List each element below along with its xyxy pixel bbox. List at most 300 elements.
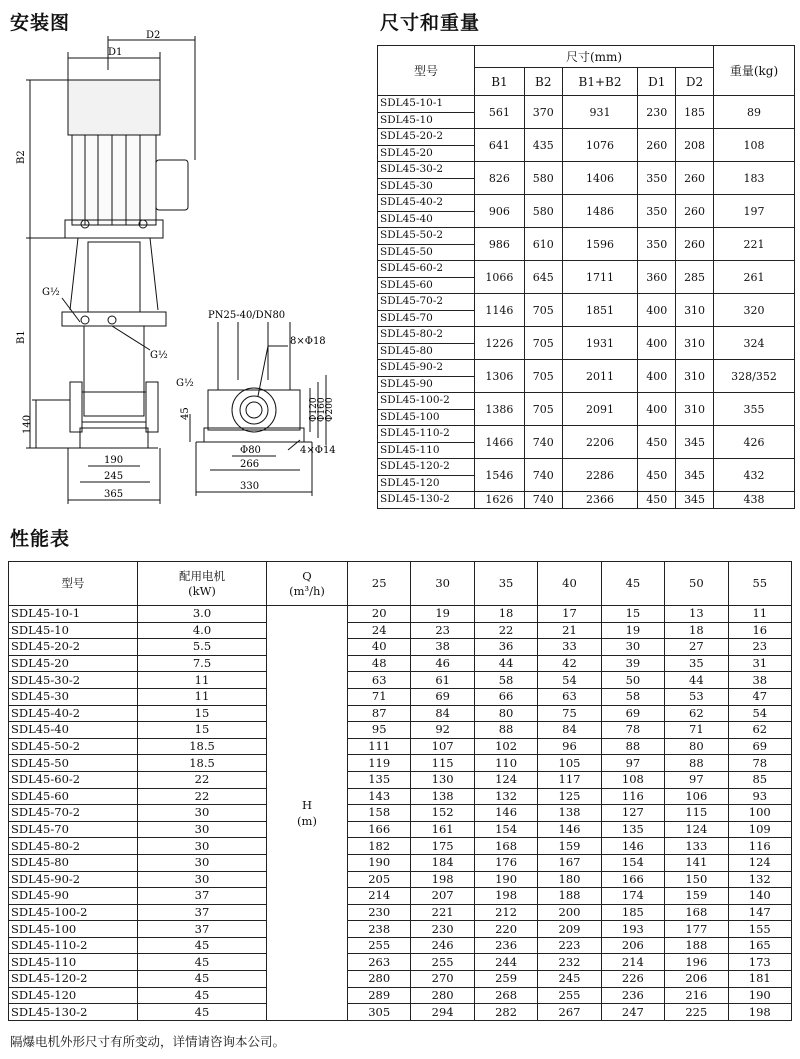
perf-head-value: 31 xyxy=(728,655,791,672)
perf-row xyxy=(9,937,792,954)
perf-head-value: 289 xyxy=(348,987,411,1004)
installation-drawing xyxy=(0,30,370,520)
dim-model-cell: SDL45-110-2 xyxy=(378,426,475,443)
dim-model-cell: SDL45-60-2 xyxy=(378,261,475,278)
dim-value-cell: 580 xyxy=(524,162,562,195)
install-title: 安装图 xyxy=(10,12,71,34)
dim-value-cell: 1711 xyxy=(562,261,638,294)
perf-head-value: 205 xyxy=(348,871,411,888)
perf-head-value: 155 xyxy=(728,921,791,938)
dim-value-cell: 285 xyxy=(676,261,714,294)
perf-head-value: 196 xyxy=(665,954,728,971)
perf-model-cell: SDL45-100-2 xyxy=(9,904,138,921)
phi120-label: Φ120 xyxy=(309,397,319,422)
perf-head-value: 71 xyxy=(665,722,728,739)
perf-model-cell: SDL45-90 xyxy=(9,888,138,905)
perf-model-cell: SDL45-50-2 xyxy=(9,738,138,755)
perf-head-value: 236 xyxy=(474,937,537,954)
dim-row xyxy=(378,459,795,476)
perf-head-value: 138 xyxy=(538,805,601,822)
dim-model-cell: SDL45-120 xyxy=(378,475,475,492)
perf-head-value: 190 xyxy=(728,987,791,1004)
perf-head-value: 166 xyxy=(601,871,664,888)
dim-col-0: B1 xyxy=(475,68,525,96)
dim-value-cell: 450 xyxy=(638,426,676,459)
dimensions-title: 尺寸和重量 xyxy=(380,12,481,34)
perf-model-cell: SDL45-10-1 xyxy=(9,606,138,623)
dim-model-cell: SDL45-80-2 xyxy=(378,327,475,344)
perf-head-value: 135 xyxy=(601,821,664,838)
g-top-label: G½ xyxy=(42,287,60,298)
perf-head-value: 100 xyxy=(728,805,791,822)
perf-head-value: 92 xyxy=(411,722,474,739)
perf-head-value: 105 xyxy=(538,755,601,772)
dim-value-cell: 1596 xyxy=(562,228,638,261)
perf-head-value: 255 xyxy=(538,987,601,1004)
perf-head-value: 27 xyxy=(665,639,728,656)
perf-head-value: 214 xyxy=(601,954,664,971)
perf-head-value: 85 xyxy=(728,771,791,788)
perf-head-value: 127 xyxy=(601,805,664,822)
perf-model-cell: SDL45-40 xyxy=(9,722,138,739)
perf-head-value: 154 xyxy=(601,854,664,871)
perf-head-value: 93 xyxy=(728,788,791,805)
perf-head-value: 54 xyxy=(538,672,601,689)
perf-head-value: 18 xyxy=(474,606,537,623)
perf-head-value: 198 xyxy=(728,1004,791,1021)
perf-kw-cell: 45 xyxy=(138,937,267,954)
perf-head-value: 63 xyxy=(348,672,411,689)
perf-head-value: 198 xyxy=(474,888,537,905)
perf-head-value: 15 xyxy=(601,606,664,623)
perf-row xyxy=(9,722,792,739)
dim-value-cell: 310 xyxy=(676,294,714,327)
perf-row xyxy=(9,639,792,656)
perf-row xyxy=(9,606,792,623)
perf-head-value: 36 xyxy=(474,639,537,656)
perf-head-value: 230 xyxy=(348,904,411,921)
perf-head-value: 30 xyxy=(601,639,664,656)
perf-head-value: 206 xyxy=(601,937,664,954)
perf-header-motor-label: 配用电机 xyxy=(179,568,225,583)
perf-head-value: 95 xyxy=(348,722,411,739)
perf-head-value: 24 xyxy=(348,622,411,639)
dim-model-cell: SDL45-20 xyxy=(378,145,475,162)
perf-model-cell: SDL45-20 xyxy=(9,655,138,672)
perf-head-value: 115 xyxy=(665,805,728,822)
dim-header-weight: 重量(kg) xyxy=(714,46,795,96)
perf-head-value: 268 xyxy=(474,987,537,1004)
perf-h-unit-cell xyxy=(267,606,348,1021)
dim-value-cell: 324 xyxy=(714,327,795,360)
perf-head-value: 209 xyxy=(538,921,601,938)
perf-head-value: 117 xyxy=(538,771,601,788)
dim-value-cell: 370 xyxy=(524,96,562,129)
perf-flow-1: 30 xyxy=(411,562,474,606)
perf-head-value: 46 xyxy=(411,655,474,672)
perf-head-value: 97 xyxy=(665,771,728,788)
dim-value-cell: 450 xyxy=(638,459,676,492)
dim-value-cell: 320 xyxy=(714,294,795,327)
perf-row xyxy=(9,771,792,788)
perf-head-value: 111 xyxy=(348,738,411,755)
perf-head-value: 102 xyxy=(474,738,537,755)
phi200-label: Φ200 xyxy=(325,397,335,422)
dim-header-model: 型号 xyxy=(378,46,475,96)
perf-head-value: 44 xyxy=(474,655,537,672)
perf-kw-cell: 30 xyxy=(138,805,267,822)
perf-head-value: 66 xyxy=(474,688,537,705)
perf-head-value: 161 xyxy=(411,821,474,838)
perf-head-value: 225 xyxy=(665,1004,728,1021)
perf-flow-6: 55 xyxy=(728,562,791,606)
perf-header-q-label: Q xyxy=(302,568,312,583)
perf-head-value: 61 xyxy=(411,672,474,689)
dim-model-cell: SDL45-100 xyxy=(378,409,475,426)
dim-value-cell: 1226 xyxy=(475,327,525,360)
dim-value-cell: 1546 xyxy=(475,459,525,492)
perf-head-value: 190 xyxy=(348,854,411,871)
dim-model-cell: SDL45-90-2 xyxy=(378,360,475,377)
perf-head-value: 18 xyxy=(665,622,728,639)
perf-head-value: 270 xyxy=(411,971,474,988)
dim-value-cell: 2366 xyxy=(562,492,638,509)
perf-head-value: 216 xyxy=(665,987,728,1004)
perf-head-value: 58 xyxy=(601,688,664,705)
perf-head-value: 214 xyxy=(348,888,411,905)
perf-model-cell: SDL45-10 xyxy=(9,622,138,639)
perf-head-value: 108 xyxy=(601,771,664,788)
perf-head-value: 165 xyxy=(728,937,791,954)
perf-model-cell: SDL45-60-2 xyxy=(9,771,138,788)
d1-label: D1 xyxy=(108,47,123,58)
dim-value-cell: 345 xyxy=(676,459,714,492)
dim-value-cell: 2091 xyxy=(562,393,638,426)
dim-value-cell: 1486 xyxy=(562,195,638,228)
dim-value-cell: 705 xyxy=(524,294,562,327)
dim-value-cell: 986 xyxy=(475,228,525,261)
dim-value-cell: 400 xyxy=(638,393,676,426)
perf-head-value: 106 xyxy=(665,788,728,805)
dim-value-cell: 740 xyxy=(524,492,562,509)
footnote: 隔爆电机外形尺寸有所变动，详情请咨询本公司。 xyxy=(10,1034,286,1049)
perf-row xyxy=(9,921,792,938)
perf-head-value: 107 xyxy=(411,738,474,755)
perf-head-value: 115 xyxy=(411,755,474,772)
perf-head-value: 267 xyxy=(538,1004,601,1021)
dim-model-cell: SDL45-120-2 xyxy=(378,459,475,476)
perf-head-value: 124 xyxy=(728,854,791,871)
perf-model-cell: SDL45-110 xyxy=(9,954,138,971)
perf-head-value: 245 xyxy=(538,971,601,988)
dim-value-cell: 1386 xyxy=(475,393,525,426)
dim-value-cell: 108 xyxy=(714,129,795,162)
perf-head-value: 116 xyxy=(601,788,664,805)
dim-value-cell: 561 xyxy=(475,96,525,129)
dim-model-cell: SDL45-30-2 xyxy=(378,162,475,179)
perf-head-value: 63 xyxy=(538,688,601,705)
w245-label: 245 xyxy=(104,471,124,482)
perf-kw-cell: 37 xyxy=(138,888,267,905)
dim-model-cell: SDL45-20-2 xyxy=(378,129,475,146)
perf-kw-cell: 45 xyxy=(138,954,267,971)
perf-head-value: 263 xyxy=(348,954,411,971)
perf-kw-cell: 30 xyxy=(138,871,267,888)
dim-col-1: B2 xyxy=(524,68,562,96)
perf-head-value: 147 xyxy=(728,904,791,921)
perf-model-cell: SDL45-30-2 xyxy=(9,672,138,689)
dim-value-cell: 2206 xyxy=(562,426,638,459)
perf-head-value: 167 xyxy=(538,854,601,871)
perf-head-value: 141 xyxy=(665,854,728,871)
perf-head-value: 69 xyxy=(601,705,664,722)
perf-head-value: 53 xyxy=(665,688,728,705)
perf-model-cell: SDL45-120 xyxy=(9,987,138,1004)
perf-row xyxy=(9,655,792,672)
perf-head-value: 259 xyxy=(474,971,537,988)
perf-row xyxy=(9,805,792,822)
perf-head-value: 185 xyxy=(601,904,664,921)
perf-head-value: 88 xyxy=(474,722,537,739)
perf-head-value: 236 xyxy=(601,987,664,1004)
perf-head-value: 39 xyxy=(601,655,664,672)
w365-label: 365 xyxy=(104,489,124,500)
perf-head-value: 20 xyxy=(348,606,411,623)
perf-head-value: 177 xyxy=(665,921,728,938)
perf-head-value: 88 xyxy=(665,755,728,772)
perf-head-value: 62 xyxy=(728,722,791,739)
perf-head-value: 159 xyxy=(538,838,601,855)
dim-value-cell: 260 xyxy=(676,195,714,228)
h45-label: 45 xyxy=(180,407,191,420)
perf-row xyxy=(9,788,792,805)
perf-header-motor-unit: (kW) xyxy=(188,583,216,598)
perf-model-cell: SDL45-40-2 xyxy=(9,705,138,722)
dim-value-cell: 610 xyxy=(524,228,562,261)
perf-head-value: 16 xyxy=(728,622,791,639)
perf-model-cell: SDL45-70-2 xyxy=(9,805,138,822)
perf-head-value: 175 xyxy=(411,838,474,855)
dim-value-cell: 400 xyxy=(638,360,676,393)
dim-value-cell: 2286 xyxy=(562,459,638,492)
perf-kw-cell: 18.5 xyxy=(138,755,267,772)
dim-value-cell: 310 xyxy=(676,327,714,360)
dim-model-cell: SDL45-100-2 xyxy=(378,393,475,410)
perf-head-value: 109 xyxy=(728,821,791,838)
perf-model-cell: SDL45-20-2 xyxy=(9,639,138,656)
dim-value-cell: 1306 xyxy=(475,360,525,393)
perf-head-value: 58 xyxy=(474,672,537,689)
dim-value-cell: 432 xyxy=(714,459,795,492)
perf-head-value: 230 xyxy=(411,921,474,938)
perf-row xyxy=(9,854,792,871)
dim-value-cell: 89 xyxy=(714,96,795,129)
perf-kw-cell: 7.5 xyxy=(138,655,267,672)
perf-head-value: 294 xyxy=(411,1004,474,1021)
perf-head-value: 119 xyxy=(348,755,411,772)
dim-value-cell: 328/352 xyxy=(714,360,795,393)
perf-row xyxy=(9,821,792,838)
dim-model-cell: SDL45-70 xyxy=(378,310,475,327)
perf-head-value: 13 xyxy=(665,606,728,623)
dim-col-3: D1 xyxy=(638,68,676,96)
perf-head-value: 212 xyxy=(474,904,537,921)
perf-head-value: 180 xyxy=(538,871,601,888)
perf-flow-0: 25 xyxy=(348,562,411,606)
perf-head-value: 220 xyxy=(474,921,537,938)
w330-label: 330 xyxy=(240,481,260,492)
perf-head-value: 255 xyxy=(411,954,474,971)
dim-model-cell: SDL45-10-1 xyxy=(378,96,475,113)
perf-kw-cell: 45 xyxy=(138,1004,267,1021)
dim-value-cell: 580 xyxy=(524,195,562,228)
dim-value-cell: 260 xyxy=(638,129,676,162)
dim-value-cell: 230 xyxy=(638,96,676,129)
perf-head-value: 184 xyxy=(411,854,474,871)
dim-value-cell: 450 xyxy=(638,492,676,509)
perf-head-value: 75 xyxy=(538,705,601,722)
performance-table xyxy=(8,561,792,1021)
perf-head-value: 182 xyxy=(348,838,411,855)
perf-flow-3: 40 xyxy=(538,562,601,606)
perf-head-value: 21 xyxy=(538,622,601,639)
dim-model-cell: SDL45-30 xyxy=(378,178,475,195)
perf-head-value: 80 xyxy=(665,738,728,755)
perf-head-value: 305 xyxy=(348,1004,411,1021)
perf-head-value: 116 xyxy=(728,838,791,855)
dim-value-cell: 1626 xyxy=(475,492,525,509)
perf-head-value: 232 xyxy=(538,954,601,971)
perf-head-value: 238 xyxy=(348,921,411,938)
perf-head-value: 133 xyxy=(665,838,728,855)
perf-header-motor xyxy=(138,562,267,606)
perf-head-value: 140 xyxy=(728,888,791,905)
dim-value-cell: 438 xyxy=(714,492,795,509)
perf-row xyxy=(9,705,792,722)
perf-header-q xyxy=(267,562,348,606)
b2-label: B2 xyxy=(16,150,27,164)
dim-value-cell: 350 xyxy=(638,162,676,195)
perf-kw-cell: 45 xyxy=(138,971,267,988)
perf-head-value: 146 xyxy=(474,805,537,822)
dim-row xyxy=(378,393,795,410)
perf-model-cell: SDL45-70 xyxy=(9,821,138,838)
dim-value-cell: 705 xyxy=(524,327,562,360)
perf-head-value: 97 xyxy=(601,755,664,772)
perf-model-cell: SDL45-120-2 xyxy=(9,971,138,988)
perf-head-value: 124 xyxy=(665,821,728,838)
perf-head-value: 138 xyxy=(411,788,474,805)
perf-head-value: 88 xyxy=(601,738,664,755)
dim-value-cell: 906 xyxy=(475,195,525,228)
dim-value-cell: 183 xyxy=(714,162,795,195)
perf-head-value: 54 xyxy=(728,705,791,722)
perf-kw-cell: 22 xyxy=(138,771,267,788)
perf-kw-cell: 5.5 xyxy=(138,639,267,656)
dim-model-cell: SDL45-70-2 xyxy=(378,294,475,311)
perf-head-value: 84 xyxy=(538,722,601,739)
perf-head-value: 159 xyxy=(665,888,728,905)
dim-model-cell: SDL45-110 xyxy=(378,442,475,459)
dim-value-cell: 400 xyxy=(638,327,676,360)
dim-row xyxy=(378,96,795,113)
dim-value-cell: 705 xyxy=(524,393,562,426)
perf-head-value: 33 xyxy=(538,639,601,656)
performance-title: 性能表 xyxy=(10,528,71,550)
dim-value-cell: 1931 xyxy=(562,327,638,360)
flange-label: PN25-40/DN80 xyxy=(208,310,286,321)
phi160-label: Φ160 xyxy=(317,397,327,422)
perf-head-value: 221 xyxy=(411,904,474,921)
dim-model-cell: SDL45-50-2 xyxy=(378,228,475,245)
perf-head-value: 84 xyxy=(411,705,474,722)
perf-head-value: 124 xyxy=(474,771,537,788)
perf-kw-cell: 4.0 xyxy=(138,622,267,639)
perf-kw-cell: 45 xyxy=(138,987,267,1004)
perf-head-value: 188 xyxy=(538,888,601,905)
perf-head-value: 96 xyxy=(538,738,601,755)
perf-head-value: 19 xyxy=(601,622,664,639)
dim-row xyxy=(378,162,795,179)
dim-row xyxy=(378,129,795,146)
dim-model-cell: SDL45-10 xyxy=(378,112,475,129)
dim-value-cell: 360 xyxy=(638,261,676,294)
perf-kw-cell: 11 xyxy=(138,688,267,705)
perf-model-cell: SDL45-130-2 xyxy=(9,1004,138,1021)
dim-value-cell: 1066 xyxy=(475,261,525,294)
perf-head-value: 255 xyxy=(348,937,411,954)
perf-kw-cell: 15 xyxy=(138,705,267,722)
dimensions-table xyxy=(377,45,795,509)
dim-value-cell: 931 xyxy=(562,96,638,129)
dim-model-cell: SDL45-40-2 xyxy=(378,195,475,212)
perf-head-value: 168 xyxy=(474,838,537,855)
dim-value-cell: 1406 xyxy=(562,162,638,195)
dim-value-cell: 310 xyxy=(676,393,714,426)
perf-head-value: 78 xyxy=(728,755,791,772)
perf-head-value: 130 xyxy=(411,771,474,788)
perf-head-value: 193 xyxy=(601,921,664,938)
dim-model-cell: SDL45-40 xyxy=(378,211,475,228)
perf-kw-cell: 22 xyxy=(138,788,267,805)
perf-model-cell: SDL45-100 xyxy=(9,921,138,938)
dim-row xyxy=(378,360,795,377)
dim-row xyxy=(378,426,795,443)
dim-row xyxy=(378,294,795,311)
dim-value-cell: 2011 xyxy=(562,360,638,393)
dim-row xyxy=(378,492,795,509)
w190-label: 190 xyxy=(104,455,124,466)
perf-model-cell: SDL45-110-2 xyxy=(9,937,138,954)
perf-head-value: 154 xyxy=(474,821,537,838)
perf-row xyxy=(9,1004,792,1021)
perf-head-value: 110 xyxy=(474,755,537,772)
perf-header-q-unit: (m³/h) xyxy=(289,583,325,598)
perf-head-value: 226 xyxy=(601,971,664,988)
perf-head-value: 87 xyxy=(348,705,411,722)
dim-value-cell: 261 xyxy=(714,261,795,294)
phi80-label: Φ80 xyxy=(240,445,261,456)
g-side-label: G½ xyxy=(176,378,194,389)
dim-col-2: B1+B2 xyxy=(562,68,638,96)
perf-head-value: 22 xyxy=(474,622,537,639)
perf-head-value: 150 xyxy=(665,871,728,888)
perf-row xyxy=(9,971,792,988)
perf-head-value: 206 xyxy=(665,971,728,988)
dim-value-cell: 345 xyxy=(676,492,714,509)
perf-head-value: 176 xyxy=(474,854,537,871)
dim-value-cell: 350 xyxy=(638,228,676,261)
